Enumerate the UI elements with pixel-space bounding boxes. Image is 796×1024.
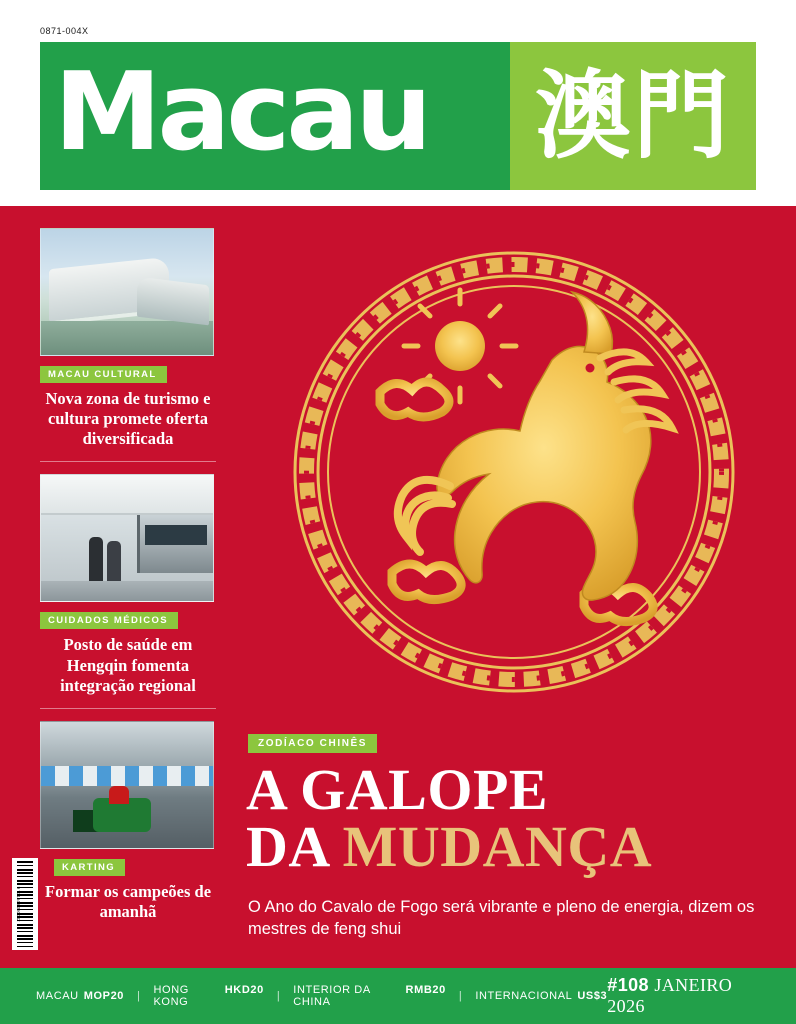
teaser-item-karting[interactable] [40, 721, 214, 922]
golden-horse-medallion [284, 242, 744, 702]
price-value: US$3 [577, 990, 608, 1002]
cover-main [232, 206, 796, 968]
cover-deck: O Ano do Cavalo de Fogo será vibrante e pleno de energia, dizem os mestres de feng shui [248, 898, 755, 939]
architecture-rendering-thumbnail [40, 228, 214, 356]
metro-station-thumbnail [40, 474, 214, 602]
price-value: HKD20 [224, 984, 264, 996]
price-region: MACAU [36, 990, 79, 1002]
price-list [36, 984, 607, 1008]
price-value: MOP20 [83, 990, 125, 1002]
price-item-china [293, 984, 446, 1008]
price-divider: | [276, 990, 281, 1002]
masthead-title: Macau [54, 50, 429, 175]
footer-price-bar [0, 968, 796, 1024]
karting-thumbnail [40, 721, 214, 849]
price-item-international [475, 990, 607, 1002]
price-value: RMB20 [405, 984, 446, 996]
barcode-digits: 9 771646 360042 [15, 886, 21, 922]
ceiling-shape [41, 475, 213, 515]
issue-info [607, 975, 770, 1017]
teaser-item-health[interactable] [40, 474, 214, 695]
teaser-headline: Posto de saúde em Hengqin fomenta integração regional [60, 635, 196, 695]
issue-year: 2026 [607, 996, 645, 1016]
train-window-shape [145, 525, 207, 545]
price-item-hongkong [154, 984, 264, 1008]
rail-divider [40, 461, 216, 462]
teaser-kicker: CUIDADOS MÉDICOS [40, 612, 178, 629]
price-divider: | [137, 990, 141, 1002]
passenger-shape-2 [107, 541, 121, 583]
price-region: INTERNACIONAL [475, 990, 573, 1002]
masthead [40, 42, 756, 190]
price-region: INTERIOR DA CHINA [293, 984, 371, 1008]
sidebar-teasers [0, 206, 232, 968]
platform-floor-shape [41, 581, 213, 601]
cover-headline-line2-white: DA [246, 813, 343, 879]
teaser-item-cultural[interactable] [40, 228, 214, 449]
zodiac-tag: ZODÍACO CHINÊS [248, 734, 377, 753]
issn-code: 0871-004X [40, 26, 89, 36]
price-region: HONG KONG [153, 984, 189, 1008]
cover-headline-line1: A GALOPE [246, 757, 549, 822]
cover-headline-line2 [246, 813, 782, 879]
water-shape [41, 321, 213, 355]
rail-divider [40, 708, 216, 709]
issue-number: #108 [607, 975, 649, 995]
price-divider: | [458, 990, 463, 1002]
teaser-kicker: MACAU CULTURAL [40, 366, 167, 383]
passenger-shape-1 [89, 537, 103, 583]
cover-headline-line2-gold: MUDANÇA [342, 813, 653, 879]
cover-headline [246, 757, 782, 879]
masthead-title-block [40, 42, 510, 190]
cover-body [0, 206, 796, 968]
teaser-headline: Formar os campeões de amanhã [44, 881, 212, 921]
go-kart-shape [93, 798, 151, 832]
track-barrier-shape [41, 766, 213, 786]
masthead-title-chinese: 澳門 [535, 60, 731, 172]
teaser-kicker: KARTING [54, 859, 125, 876]
barcode [12, 858, 38, 950]
teaser-headline: Nova zona de turismo e cultura promete oferta diversificada [45, 389, 211, 449]
masthead-cjk-block [510, 42, 756, 190]
issue-month: JANEIRO [654, 975, 733, 995]
price-item-macau [36, 990, 124, 1002]
